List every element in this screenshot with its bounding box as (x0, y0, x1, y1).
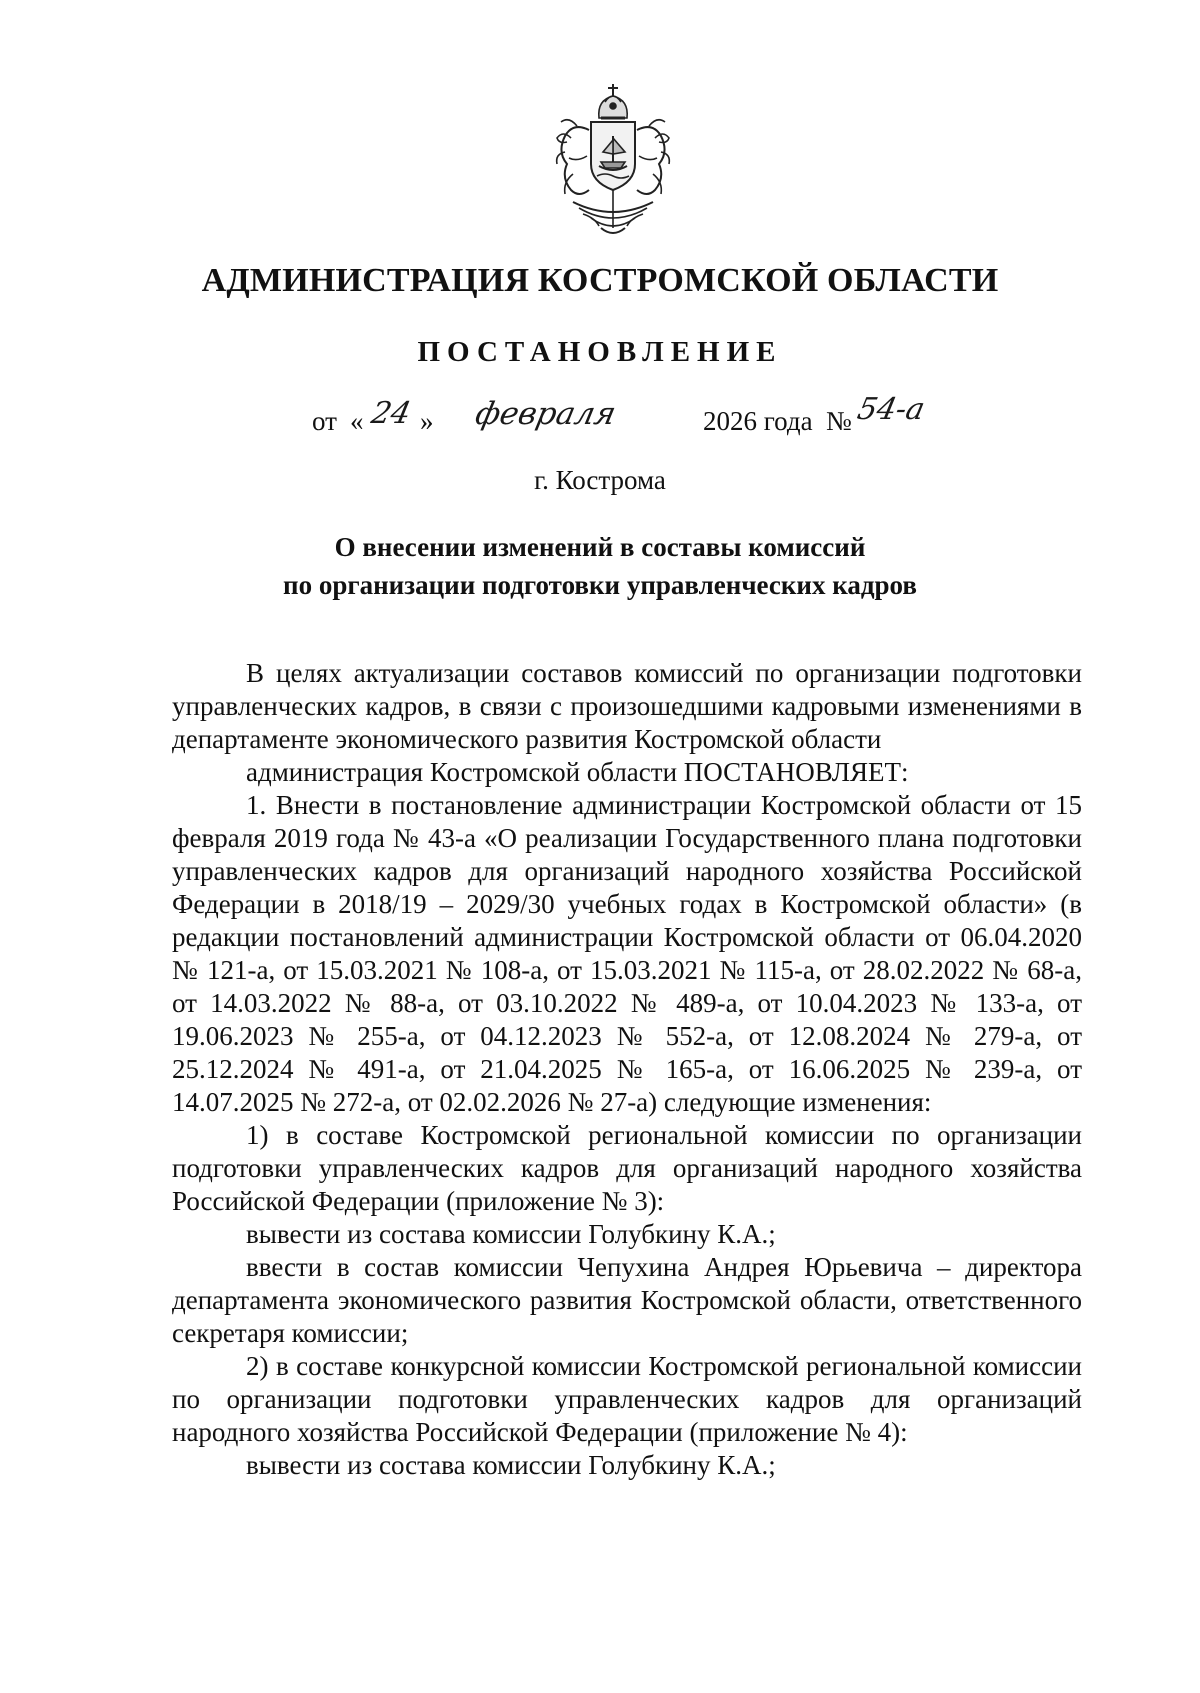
document-subject (0, 528, 1200, 604)
paragraph-subitem-1: 1) в составе Костромской региональной комиссии по организации подготовки управленческих кадров для организаций народного хозяйства Российской Федерации (приложение № 3): (172, 1120, 1082, 1216)
date-line (0, 392, 1200, 446)
paragraph-resolves: администрация Костромской области ПОСТАНОВЛЯЕТ: (246, 757, 909, 787)
paragraph-item-1: 1. Внести в постановление администрации Костромской области от 15 февраля 2019 года № 43-а «О реализации Государственного плана подготовки управленческих кадров для организаций народного хозяйства Российской Федерации в 2018/19 – 2029/30 учебных годах в Костромской области» (в редакции постановлений администрации Костромской области от 06.04.2020 № 121-а, от 15.03.2021 № 108-а, от 15.03.2021 № 115-а, от 28.02.2022 № 68-а, от 14.03.2022 № 88-а, от 03.10.2022 № 489-а, от 10.04.2023 № 133-а, от 19.06.2023 № 255-а, от 04.12.2023 № 552-а, от 12.08.2024 № 279-а, от 25.12.2024 № 491-а, от 21.04.2025 № 165-а, от 16.06.2025 № 239-а, от 14.07.2025 № 272-а, от 02.02.2026 № 27-а) следующие изменения: (172, 790, 1082, 1117)
city: г. Кострома (534, 465, 666, 495)
document-type: ПОСТАНОВЛЕНИЕ (417, 336, 783, 368)
date-year: 2026 года (703, 406, 813, 436)
paragraph-preamble: В целях актуализации составов комиссий по организации подготовки управленческих кадров, в связи с произошедшими кадровыми изменениями в департаменте экономического развития Костромской области (172, 658, 1082, 754)
date-day-handwritten: 24 (368, 396, 414, 431)
date-quote-close: » (420, 406, 434, 436)
organization-title: АДМИНИСТРАЦИЯ КОСТРОМСКОЙ ОБЛАСТИ (201, 262, 999, 299)
date-prefix: от (312, 406, 337, 436)
paragraph-add-member: ввести в состав комиссии Чепухина Андрея Юрьевича – директора департамента экономического развития Костромской области, ответственного секретаря комиссии; (172, 1252, 1082, 1348)
date-quote-open: « (350, 406, 364, 436)
paragraph-subitem-2: 2) в составе конкурсной комиссии Костромской региональной комиссии по организации подготовки управленческих кадров для организаций народного хозяйства Российской Федерации (приложение № 4): (172, 1351, 1082, 1447)
document-number-handwritten: 54-а (854, 392, 928, 427)
paragraph-remove-member-2: вывести из состава комиссии Голубкину К.А.; (246, 1450, 776, 1480)
subject-line-1: О внесении изменений в составы комиссий (334, 532, 866, 562)
date-month-handwritten: февраля (472, 396, 620, 432)
number-sign: № (826, 406, 852, 436)
subject-line-2: по организации подготовки управленческих кадров (283, 570, 917, 600)
coat-of-arms-icon (543, 78, 683, 244)
document-body (172, 657, 1082, 1482)
paragraph-remove-member-1: вывести из состава комиссии Голубкину К.А.; (246, 1219, 776, 1249)
